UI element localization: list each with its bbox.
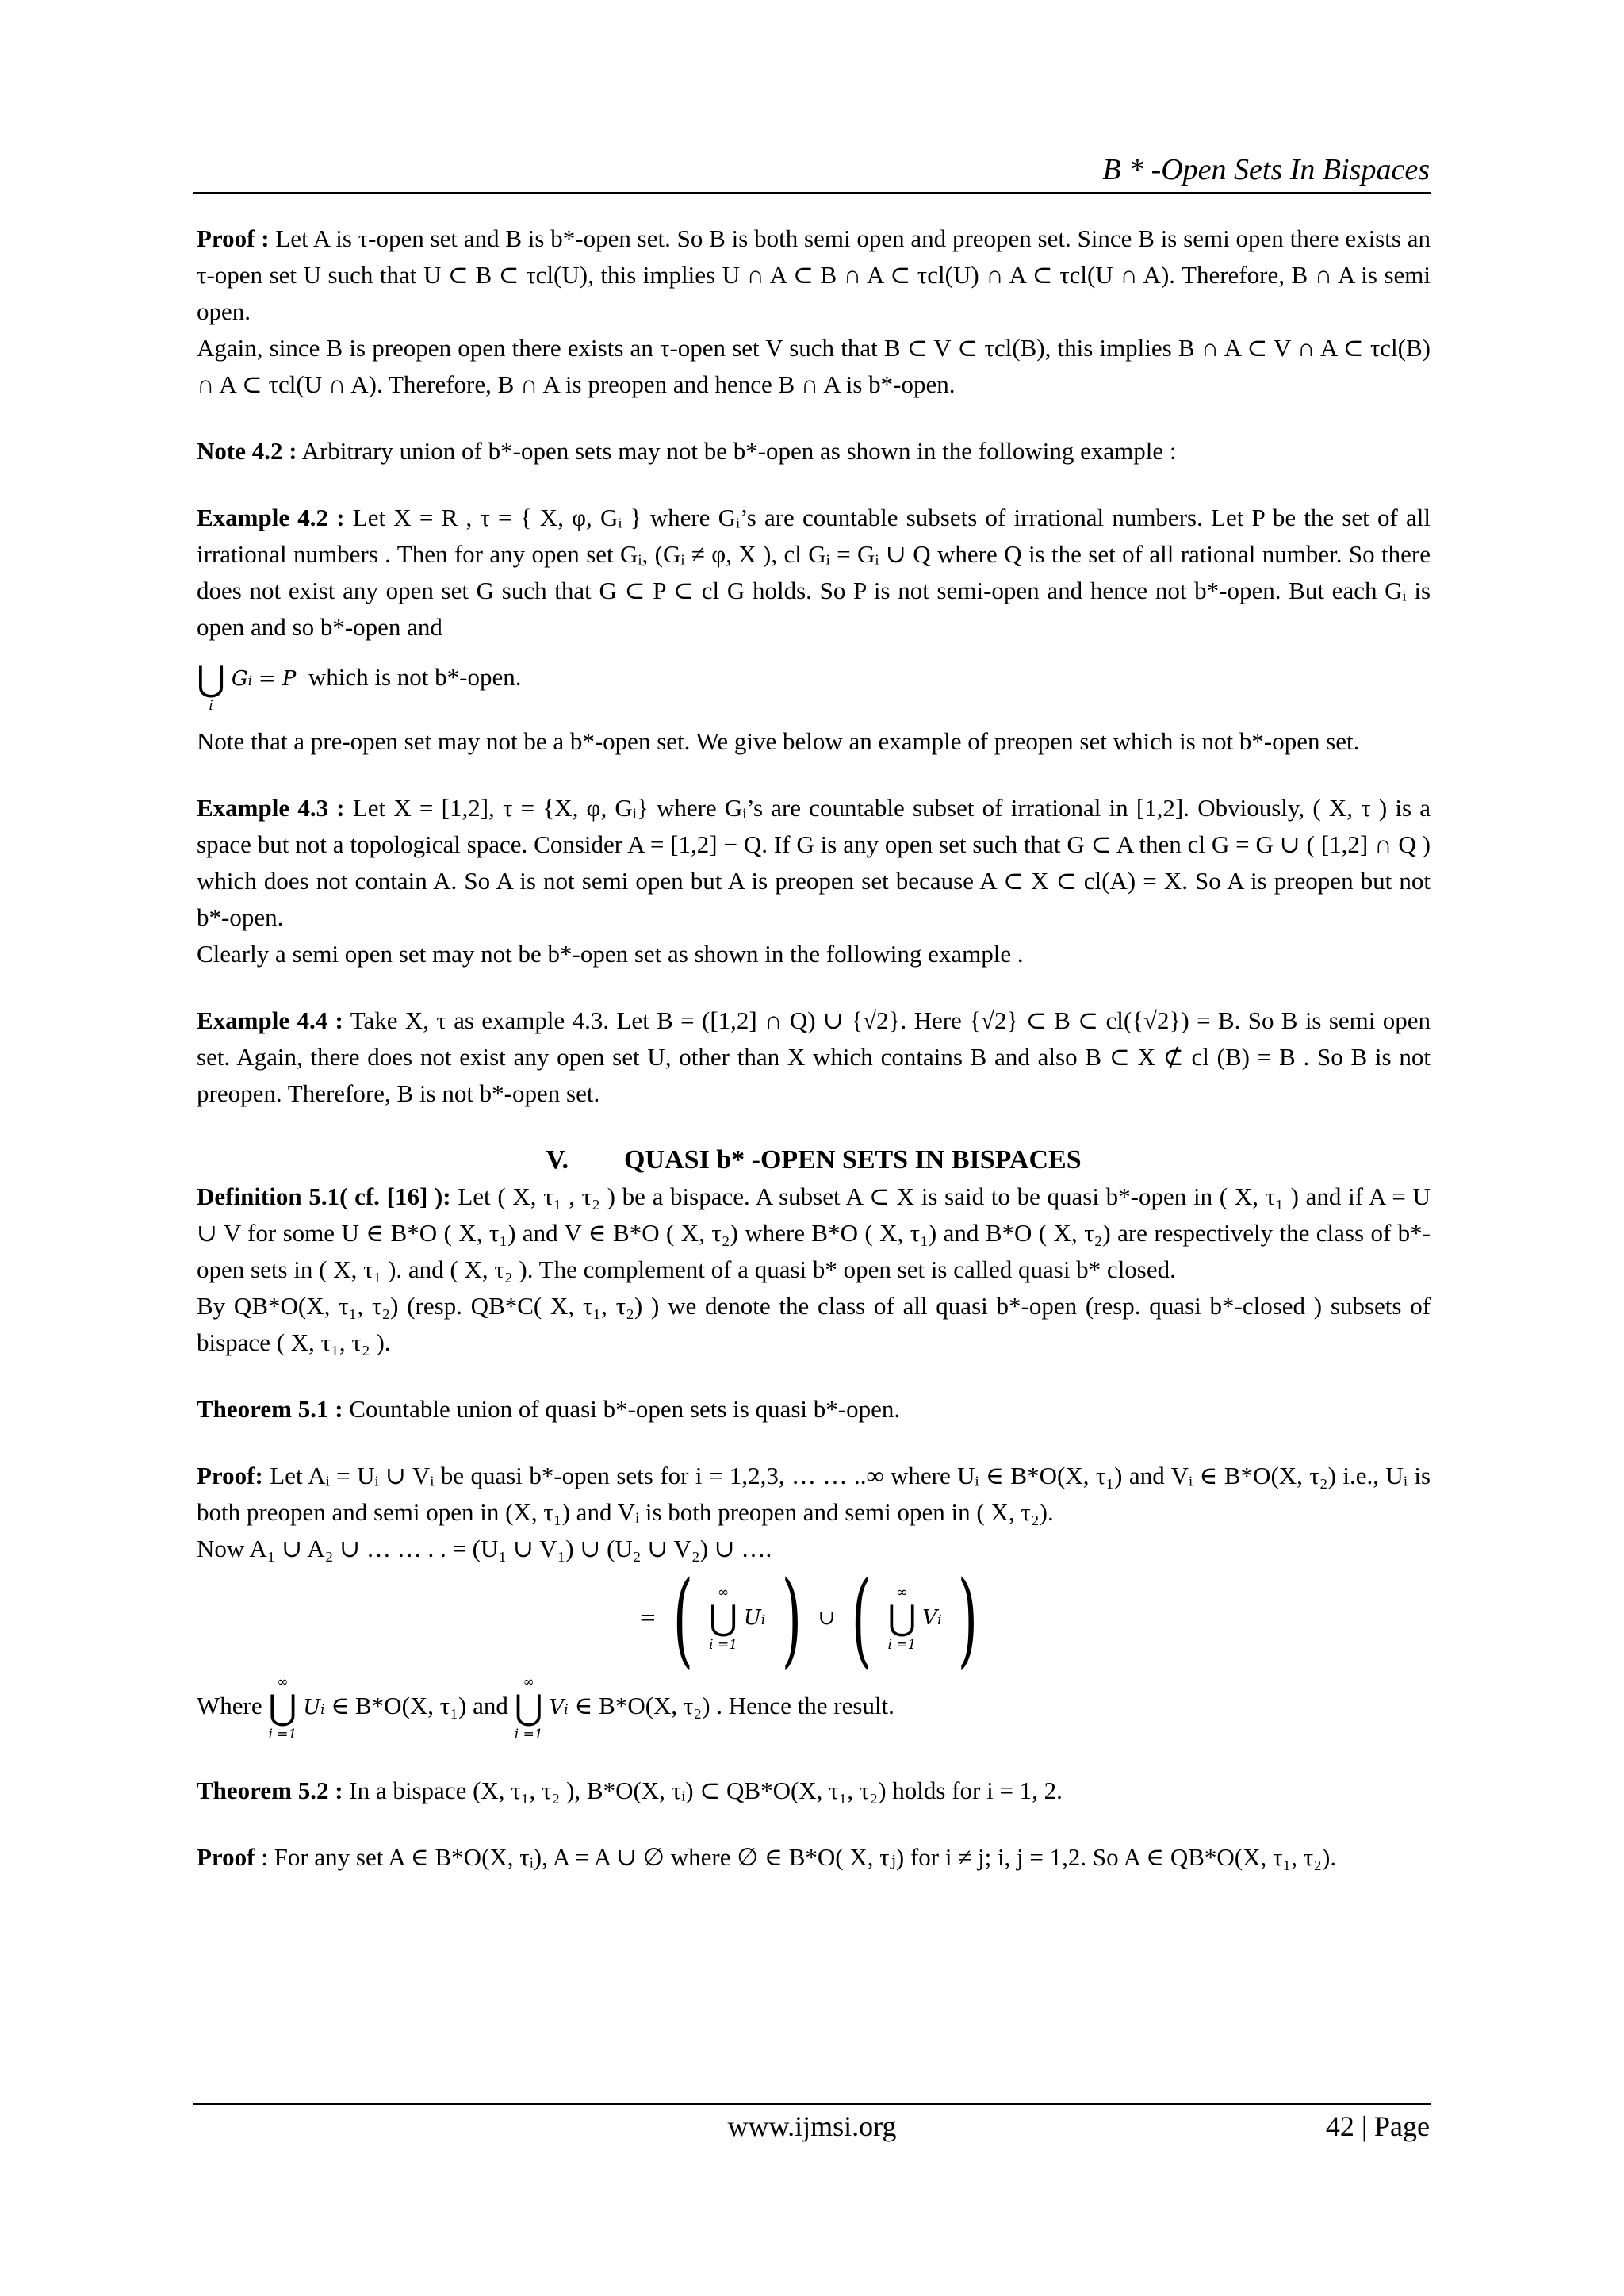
- example-line: such that G ⊂ A then cl G = G ∪ ( [1,2] ∩ Q ) which does not contain A. So A is not semi open but: [197, 830, 1431, 895]
- example-line: A is preopen set because A ⊂ X ⊂ cl(A) = X. So A is preopen but not b*-open.: [197, 867, 1431, 931]
- note-line: Note that a pre-open set may not be a b*-open set. We give below an example of preopen set which is not: [197, 727, 1234, 755]
- union-rhs: = P: [258, 667, 297, 692]
- example-line: Let X = [1,2], τ = {X, φ, Gᵢ} where Gᵢ’s are countable subset of irrational in [1,2].: [352, 794, 1189, 822]
- proof-line: Let A is τ-open set and B is b*-open set. So B is both semi open and preopen set. Since B is: [275, 224, 1178, 252]
- proof-line: Let Aᵢ = Uᵢ ∪ Vᵢ be quasi b*-open sets for i = 1,2,3, … … ..∞ where Uᵢ ∈ B*O(X, τ₁) and: [270, 1462, 1165, 1489]
- proof-paragraph-cont: [197, 330, 1431, 403]
- example-line: So B is semi open set. Again, there does not exist any open set U, other than X which contains B: [197, 1006, 1431, 1071]
- union-equation: [197, 1558, 1431, 1679]
- left-paren: (: [672, 1558, 693, 1679]
- proof-5-1-where: [197, 1674, 1431, 1742]
- example-line: Obviously, ( X, τ ) is a space but not a topological space. Consider A = [1,2] − Q. If G is any open set: [197, 794, 1431, 858]
- theorem-label: Theorem 5.1 :: [197, 1395, 343, 1423]
- example-line: be the set of all irrational numbers . Then for any open set Gᵢ, (Gᵢ ≠ φ, X ), cl Gᵢ = Gᵢ ∪ Q where Q: [197, 504, 1431, 568]
- running-header: B * -Open Sets In Bispaces: [1102, 153, 1430, 186]
- proof-label: Proof: [197, 1843, 255, 1871]
- section-title: QUASI b* -OPEN SETS IN BISPACES: [624, 1145, 1082, 1175]
- note-label: Note 4.2 :: [197, 437, 297, 465]
- right-paren: ): [957, 1558, 979, 1679]
- where-v-membership: ∈ B*O(X, τ₂) . Hence the result.: [574, 1692, 894, 1720]
- theorem-text: In a bispace (X, τ₁, τ₂ ), B*O(X, τᵢ) ⊂ QB*O(X, τ₁, τ₂) holds for i = 1, 2.: [349, 1777, 1063, 1804]
- proof-line: A ∈ QB*O(X, τ₁, τ₂).: [1123, 1843, 1337, 1871]
- big-union-symbol: ∞ ⋃ i =1: [268, 1674, 297, 1742]
- definition-5-1: [197, 1179, 1431, 1288]
- proof-line: Now A₁ ∪ A₂ ∪ … … . . = (U₁ ∪ V₁) ∪ (U₂ ∪ V₂) ∪ ….: [197, 1535, 772, 1562]
- and-word: and: [473, 1692, 508, 1720]
- note-text: Arbitrary union of b*-open sets may not be b*-open as shown in the following example :: [301, 437, 1177, 465]
- header-rule: [193, 192, 1431, 194]
- theorem-label: Theorem 5.2 :: [197, 1777, 343, 1804]
- theorem-5-2: [197, 1773, 1431, 1809]
- definition-line: By QB*O(X, τ₁, τ₂) (resp. QB*C( X, τ₁, τ₂) ) we denote the class of all quasi b*-open (resp. quasi b*-closed: [197, 1292, 1306, 1320]
- proof-5-2: [197, 1839, 1431, 1876]
- definition-5-1-notation: [197, 1288, 1431, 1361]
- proof-line: : For any set A ∈ B*O(X, τᵢ), A = A ∪ ∅ where ∅ ∈ B*O( X, τⱼ) for i ≠ j; i, j = 1,2. So: [261, 1843, 1119, 1871]
- proof-label: Proof:: [197, 1462, 263, 1489]
- section-number: V.: [546, 1145, 569, 1175]
- example-4-2-union: [197, 646, 1431, 714]
- proof-label: Proof :: [197, 224, 270, 252]
- big-union-symbol: ⋃ i: [197, 659, 226, 714]
- note-line: b*-open set.: [1239, 727, 1360, 755]
- union-operator: ∪: [818, 1606, 836, 1631]
- theorem-5-1: [197, 1391, 1431, 1428]
- equation-row: [639, 1558, 988, 1679]
- proof-line: semi open in ( X, τ₂).: [845, 1498, 1054, 1526]
- big-union-symbol: ∞ ⋃ i =1: [514, 1674, 543, 1742]
- u-term: U: [743, 1606, 761, 1631]
- u-index: i: [320, 1702, 325, 1719]
- example-label: Example 4.3 :: [197, 794, 345, 822]
- proof-line: B ∩ A ⊂ V ∩ A ⊂ τcl(B) ∩ A ⊂ τcl(U ∩ A). Therefore, B ∩ A is preopen and hence B ∩ A is b*-open.: [197, 334, 1431, 398]
- proof-line: Again, since B is preopen open there exists an τ-open set V such that B ⊂ V ⊂ τcl(B), this implies: [197, 334, 1172, 362]
- v-index: i: [937, 1612, 942, 1629]
- footer-page-number: 42 | Page: [1325, 2110, 1430, 2142]
- note-preopen: [197, 723, 1431, 760]
- proof-paragraph: [197, 220, 1431, 330]
- union-term-index: i: [247, 673, 253, 690]
- proof-5-1-now: [197, 1531, 1431, 1567]
- example-line: holds. So P is not semi-open and hence not b*-open. But each Gᵢ is open and so b*-open and: [197, 577, 1431, 641]
- example-4-2: [197, 500, 1431, 646]
- footer-rule: [193, 2103, 1431, 2105]
- example-line: and also B ⊂ X ⊄ cl (B) = B . So B is not preopen. Therefore, B is not b*-open set.: [197, 1043, 1431, 1107]
- definition-line: ( X, τ₁ ) and if A = U ∪ V for some U ∈ B*O ( X, τ₁) and V ∈ B*O ( X, τ₂) where B*O ( X, τ₁) and: [197, 1182, 1431, 1247]
- u-term: U: [303, 1696, 321, 1720]
- example-label: Example 4.4 :: [197, 1006, 343, 1034]
- union-tail: which is not b*-open.: [308, 663, 522, 692]
- v-term: V: [922, 1606, 938, 1631]
- theorem-text: Countable union of quasi b*-open sets is quasi b*-open.: [349, 1395, 901, 1423]
- section-heading: [197, 1142, 1431, 1179]
- big-union-symbol: ∞ ⋃ i =1: [709, 1585, 738, 1653]
- example-4-3-tail: [197, 936, 1431, 972]
- where-u-membership: ∈ B*O(X, τ₁): [331, 1692, 467, 1720]
- article-body: [197, 220, 1431, 1876]
- u-index: i: [760, 1612, 766, 1629]
- example-line: Clearly a semi open set may not be b*-open set as shown in the following example .: [197, 940, 1024, 968]
- union-term: G: [231, 667, 248, 692]
- definition-label: Definition 5.1( cf. [16] ):: [197, 1182, 451, 1210]
- where-word: Where: [197, 1692, 262, 1720]
- footer-url: www.ijmsi.org: [727, 2110, 897, 2142]
- v-index: i: [564, 1702, 569, 1719]
- right-paren: ): [781, 1558, 802, 1679]
- example-4-3: [197, 790, 1431, 936]
- example-label: Example 4.2 :: [197, 504, 345, 531]
- definition-line: quasi b* open set is called quasi b* closed.: [754, 1255, 1176, 1283]
- note-4-2: [197, 433, 1431, 470]
- example-line: is the set of all rational number. So there does not exist any open set G such that G ⊂ P ⊂ cl G: [197, 540, 1431, 604]
- left-paren: (: [851, 1558, 872, 1679]
- definition-line: ) subsets of bispace ( X, τ₁, τ₂ ).: [197, 1292, 1431, 1356]
- definition-line: Let ( X, τ₁ , τ₂ ) be a bispace. A subset A ⊂ X is said to be quasi b*-open in: [458, 1182, 1213, 1210]
- example-4-4: [197, 1002, 1431, 1112]
- proof-5-1: [197, 1458, 1431, 1531]
- proof-line: U ∩ A ⊂ B ∩ A ⊂ τcl(U) ∩ A ⊂ τcl(U ∩ A). Therefore, B ∩ A is semi open.: [197, 261, 1431, 325]
- proof-line: Vᵢ ∈ B*O(X, τ₂) i.e., Uᵢ is both preopen and semi open in (X, τ₁) and Vᵢ is both preopen and: [197, 1462, 1431, 1526]
- definition-line: B*O ( X, τ₂) are respectively the class of b*-open sets in ( X, τ₁ ). and ( X, τ₂ ). The complement of a: [197, 1219, 1431, 1283]
- example-line: Take X, τ as example 4.3. Let B = ([1,2] ∩ Q) ∪ {√2}. Here {√2} ⊂ B ⊂ cl({√2}) = B.: [350, 1006, 1241, 1034]
- proof-line: semi open there exists an τ-open set U such that U ⊂ B ⊂ τcl(U), this implies: [197, 224, 1431, 289]
- equals-sign: =: [639, 1606, 657, 1631]
- v-term: V: [549, 1696, 565, 1720]
- example-line: Let X = R , τ = { X, φ, Gᵢ } where Gᵢ’s are countable subsets of irrational numbers. Let P: [352, 504, 1265, 531]
- big-union-symbol: ∞ ⋃ i =1: [887, 1585, 917, 1653]
